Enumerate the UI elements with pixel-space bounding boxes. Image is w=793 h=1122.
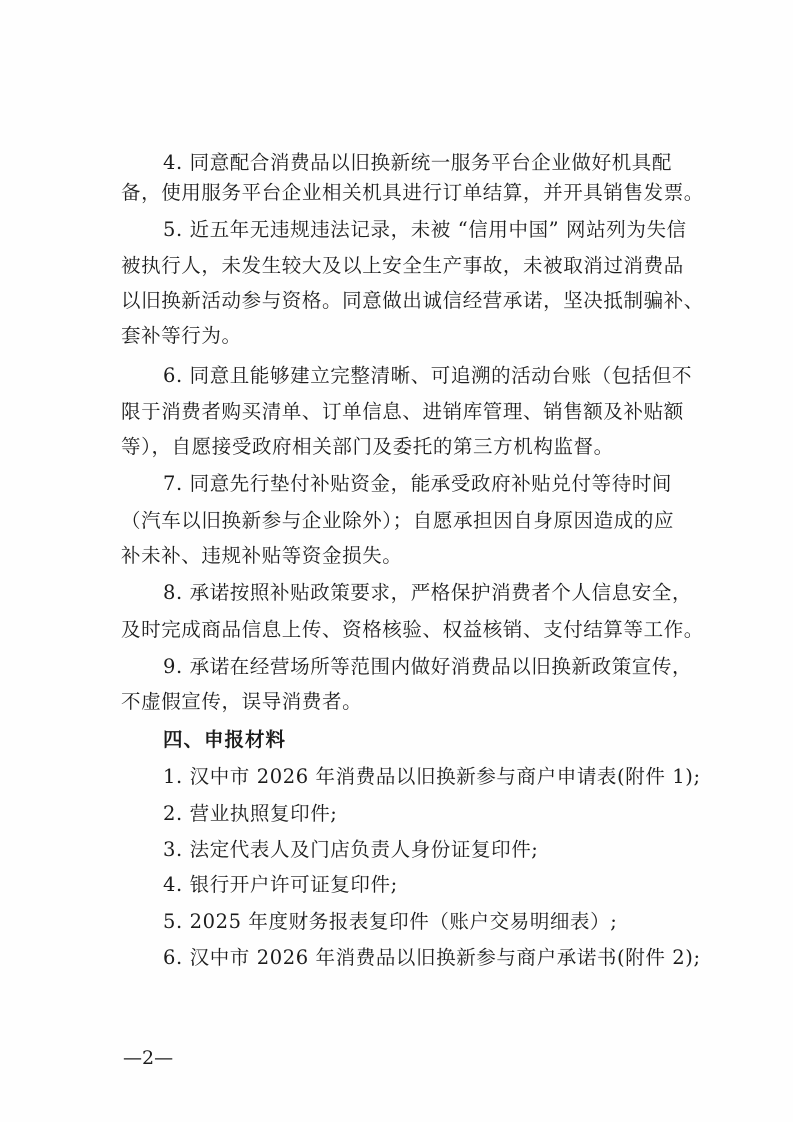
commitment-item-5-line-4: 套补等行为。 <box>121 324 242 347</box>
material-item: 1. 汉中市 2026 年消费品以旧换新参与商户申请表(附件 1); <box>163 765 701 788</box>
commitment-item-9-line-2: 不虚假宣传，误导消费者。 <box>121 690 363 713</box>
commitment-item-5-line-2: 被执行人，未发生较大及以上安全生产事故，未被取消过消费品 <box>121 254 684 277</box>
commitment-item-6-line-1: 6. 同意且能够建立完整清晰、可追溯的活动台账（包括但不 <box>163 364 693 387</box>
commitment-item-4-line-2: 备，使用服务平台企业相关机具进行订单结算，并开具销售发票。 <box>121 181 704 204</box>
commitment-item-6-line-2: 限于消费者购买清单、订单信息、进销库管理、销售额及补贴额 <box>121 400 684 423</box>
commitment-item-7-line-2: （汽车以旧换新参与企业除外）；自愿承担因自身原因造成的应 <box>121 509 675 532</box>
material-item: 6. 汉中市 2026 年消费品以旧换新参与商户承诺书(附件 2); <box>163 946 701 969</box>
commitment-item-9-line-1: 9. 承诺在经营场所等范围内做好消费品以旧换新政策宣传， <box>163 655 693 678</box>
commitment-item-8-line-1: 8. 承诺按照补贴政策要求，严格保护消费者个人信息安全， <box>163 581 693 604</box>
commitment-item-7-line-1: 7. 同意先行垫付补贴资金，能承受政府补贴兑付等待时间 <box>163 472 673 495</box>
commitment-item-7-line-3: 补未补、违规补贴等资金损失。 <box>121 544 403 567</box>
commitment-item-4-line-1: 4. 同意配合消费品以旧换新统一服务平台企业做好机具配 <box>163 151 673 174</box>
page-number: —2— <box>123 1047 174 1069</box>
commitment-item-6-line-3: 等），自愿接受政府相关部门及委托的第三方机构监督。 <box>121 435 614 458</box>
commitment-item-8-line-2: 及时完成商品信息上传、资格核验、权益核销、支付结算等工作。 <box>121 618 704 641</box>
commitment-item-5-line-1: 5. 近五年无违规违法记录，未被 “信用中国” 网站列为失信 <box>163 218 687 241</box>
section-heading-application-materials: 四、申报材料 <box>163 728 287 751</box>
commitment-item-5-line-3: 以旧换新活动参与资格。同意做出诚信经营承诺，坚决抵制骗补、 <box>121 289 704 312</box>
material-item: 4. 银行开户许可证复印件; <box>163 873 398 896</box>
material-item: 2. 营业执照复印件; <box>163 802 338 825</box>
material-item: 5. 2025 年度财务报表复印件（账户交易明细表）; <box>163 910 618 933</box>
material-item: 3. 法定代表人及门店负责人身份证复印件; <box>163 838 539 861</box>
